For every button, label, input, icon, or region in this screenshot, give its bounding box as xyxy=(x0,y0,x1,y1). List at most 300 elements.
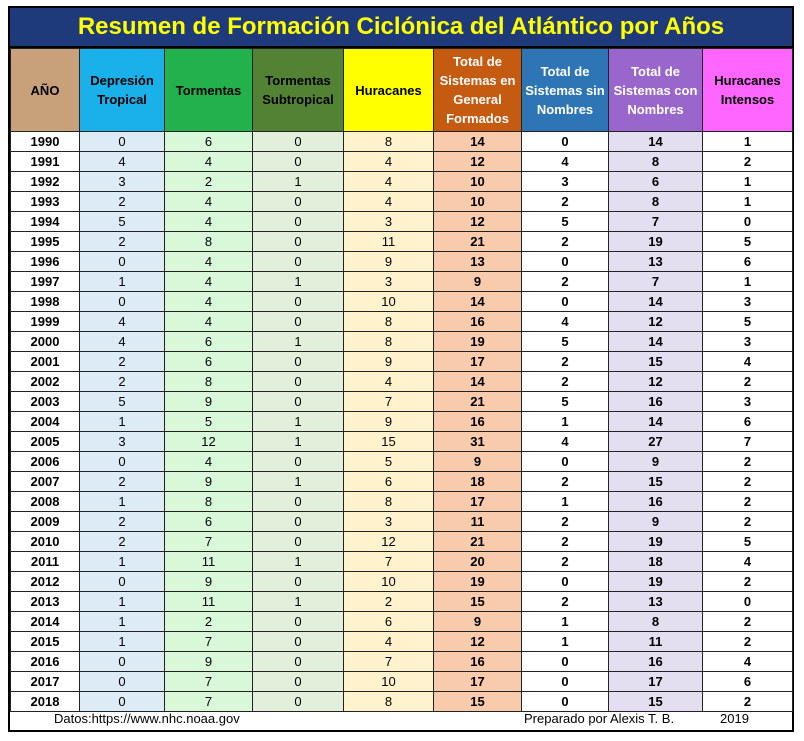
cell-subtropical: 0 xyxy=(253,312,344,332)
cell-sin-nombres: 2 xyxy=(522,232,609,252)
cell-huracanes: 6 xyxy=(344,612,434,632)
cell-total: 14 xyxy=(434,132,522,152)
footer xyxy=(10,708,792,730)
cell-tormentas: 6 xyxy=(165,512,253,532)
cell-con-nombres: 18 xyxy=(609,552,703,572)
cell-intensos: 2 xyxy=(703,692,793,712)
cell-tormentas: 4 xyxy=(165,292,253,312)
cell-sin-nombres: 0 xyxy=(522,252,609,272)
cell-sin-nombres: 0 xyxy=(522,292,609,312)
cell-subtropical: 0 xyxy=(253,572,344,592)
cell-subtropical: 0 xyxy=(253,392,344,412)
cell-total: 14 xyxy=(434,292,522,312)
cell-intensos: 1 xyxy=(703,272,793,292)
cell-con-nombres: 17 xyxy=(609,672,703,692)
cell-intensos: 2 xyxy=(703,632,793,652)
cell-sin-nombres: 4 xyxy=(522,152,609,172)
cell-year: 2009 xyxy=(11,512,80,532)
cell-total: 12 xyxy=(434,212,522,232)
cell-total: 21 xyxy=(434,532,522,552)
cell-depresion: 0 xyxy=(80,652,165,672)
cell-subtropical: 0 xyxy=(253,612,344,632)
cell-intensos: 3 xyxy=(703,292,793,312)
cell-year: 2001 xyxy=(11,352,80,372)
table-row xyxy=(11,572,793,592)
cell-huracanes: 2 xyxy=(344,592,434,612)
cell-huracanes: 4 xyxy=(344,372,434,392)
cell-year: 2018 xyxy=(11,692,80,712)
cell-subtropical: 1 xyxy=(253,172,344,192)
cell-subtropical: 0 xyxy=(253,532,344,552)
cell-intensos: 4 xyxy=(703,652,793,672)
cell-subtropical: 0 xyxy=(253,632,344,652)
cell-total: 16 xyxy=(434,652,522,672)
cell-intensos: 1 xyxy=(703,172,793,192)
table-row xyxy=(11,132,793,152)
cell-huracanes: 8 xyxy=(344,492,434,512)
cell-year: 1999 xyxy=(11,312,80,332)
cell-year: 2015 xyxy=(11,632,80,652)
cell-con-nombres: 27 xyxy=(609,432,703,452)
cell-total: 31 xyxy=(434,432,522,452)
cell-year: 2000 xyxy=(11,332,80,352)
cell-tormentas: 11 xyxy=(165,592,253,612)
header-total-sistemas: Total de Sistemas en General Formados xyxy=(434,49,522,132)
cell-year: 2013 xyxy=(11,592,80,612)
cell-tormentas: 4 xyxy=(165,452,253,472)
cell-subtropical: 1 xyxy=(253,432,344,452)
cell-subtropical: 1 xyxy=(253,592,344,612)
cell-subtropical: 0 xyxy=(253,352,344,372)
cell-total: 16 xyxy=(434,312,522,332)
source-text: Datos:https://www.nhc.noaa.gov xyxy=(54,711,240,726)
table-row xyxy=(11,612,793,632)
cell-sin-nombres: 3 xyxy=(522,172,609,192)
cell-tormentas: 6 xyxy=(165,332,253,352)
cell-intensos: 0 xyxy=(703,592,793,612)
cell-con-nombres: 7 xyxy=(609,212,703,232)
summary-sheet xyxy=(8,6,794,732)
cell-year: 2012 xyxy=(11,572,80,592)
cell-intensos: 2 xyxy=(703,452,793,472)
cell-depresion: 1 xyxy=(80,412,165,432)
cell-year: 2016 xyxy=(11,652,80,672)
cell-depresion: 1 xyxy=(80,612,165,632)
cell-con-nombres: 7 xyxy=(609,272,703,292)
cell-huracanes: 9 xyxy=(344,352,434,372)
cell-con-nombres: 8 xyxy=(609,612,703,632)
cell-sin-nombres: 1 xyxy=(522,492,609,512)
cell-tormentas: 5 xyxy=(165,412,253,432)
cell-year: 2017 xyxy=(11,672,80,692)
table-row xyxy=(11,672,793,692)
cell-depresion: 2 xyxy=(80,472,165,492)
cell-tormentas: 9 xyxy=(165,472,253,492)
cell-intensos: 2 xyxy=(703,472,793,492)
cell-total: 11 xyxy=(434,512,522,532)
cell-huracanes: 12 xyxy=(344,532,434,552)
cell-con-nombres: 14 xyxy=(609,292,703,312)
table-row xyxy=(11,492,793,512)
cell-total: 19 xyxy=(434,332,522,352)
cell-sin-nombres: 0 xyxy=(522,572,609,592)
cell-year: 1991 xyxy=(11,152,80,172)
cell-depresion: 2 xyxy=(80,192,165,212)
cell-con-nombres: 8 xyxy=(609,192,703,212)
cell-total: 10 xyxy=(434,172,522,192)
cell-intensos: 2 xyxy=(703,512,793,532)
cell-subtropical: 0 xyxy=(253,152,344,172)
cell-huracanes: 4 xyxy=(344,632,434,652)
cell-tormentas: 4 xyxy=(165,312,253,332)
cell-depresion: 0 xyxy=(80,292,165,312)
cell-tormentas: 8 xyxy=(165,492,253,512)
cell-subtropical: 0 xyxy=(253,192,344,212)
cell-tormentas: 8 xyxy=(165,372,253,392)
cell-depresion: 2 xyxy=(80,372,165,392)
header-tormentas-subtropical: Tormentas Subtropical xyxy=(253,49,344,132)
table-row xyxy=(11,352,793,372)
header-con-nombres: Total de Sistemas con Nombres xyxy=(609,49,703,132)
cell-sin-nombres: 0 xyxy=(522,652,609,672)
cell-tormentas: 9 xyxy=(165,392,253,412)
cell-sin-nombres: 1 xyxy=(522,612,609,632)
cell-sin-nombres: 0 xyxy=(522,672,609,692)
cell-intensos: 1 xyxy=(703,132,793,152)
cell-subtropical: 0 xyxy=(253,132,344,152)
cell-huracanes: 3 xyxy=(344,512,434,532)
cell-tormentas: 7 xyxy=(165,672,253,692)
cell-con-nombres: 11 xyxy=(609,632,703,652)
cell-sin-nombres: 2 xyxy=(522,592,609,612)
table-body xyxy=(11,132,793,712)
table-row xyxy=(11,372,793,392)
cell-sin-nombres: 5 xyxy=(522,392,609,412)
cell-con-nombres: 9 xyxy=(609,452,703,472)
cell-tormentas: 11 xyxy=(165,552,253,572)
table-row xyxy=(11,532,793,552)
cell-total: 18 xyxy=(434,472,522,492)
cell-con-nombres: 14 xyxy=(609,132,703,152)
table-row xyxy=(11,452,793,472)
cell-depresion: 3 xyxy=(80,172,165,192)
cell-intensos: 4 xyxy=(703,552,793,572)
page-title: Resumen de Formación Ciclónica del Atlántico por Años xyxy=(10,8,792,48)
cell-sin-nombres: 2 xyxy=(522,472,609,492)
cell-depresion: 0 xyxy=(80,572,165,592)
cell-tormentas: 4 xyxy=(165,152,253,172)
cell-subtropical: 0 xyxy=(253,512,344,532)
cell-sin-nombres: 0 xyxy=(522,692,609,712)
cell-subtropical: 0 xyxy=(253,252,344,272)
cell-subtropical: 1 xyxy=(253,332,344,352)
cell-total: 17 xyxy=(434,672,522,692)
cell-huracanes: 4 xyxy=(344,172,434,192)
cell-tormentas: 9 xyxy=(165,652,253,672)
cell-intensos: 2 xyxy=(703,572,793,592)
cell-year: 1990 xyxy=(11,132,80,152)
cell-tormentas: 6 xyxy=(165,132,253,152)
cell-sin-nombres: 2 xyxy=(522,512,609,532)
cell-sin-nombres: 0 xyxy=(522,452,609,472)
header-huracanes: Huracanes xyxy=(344,49,434,132)
table-row xyxy=(11,392,793,412)
cell-total: 16 xyxy=(434,412,522,432)
cell-huracanes: 9 xyxy=(344,412,434,432)
cell-intensos: 2 xyxy=(703,612,793,632)
cell-sin-nombres: 1 xyxy=(522,632,609,652)
cell-tormentas: 6 xyxy=(165,352,253,372)
cell-year: 2008 xyxy=(11,492,80,512)
cell-con-nombres: 19 xyxy=(609,532,703,552)
cell-sin-nombres: 1 xyxy=(522,412,609,432)
cell-huracanes: 7 xyxy=(344,652,434,672)
cell-total: 17 xyxy=(434,352,522,372)
cell-sin-nombres: 4 xyxy=(522,312,609,332)
cell-huracanes: 3 xyxy=(344,272,434,292)
cell-depresion: 1 xyxy=(80,492,165,512)
cell-tormentas: 7 xyxy=(165,632,253,652)
cell-total: 9 xyxy=(434,612,522,632)
cell-year: 1998 xyxy=(11,292,80,312)
cell-subtropical: 0 xyxy=(253,492,344,512)
cell-year: 2006 xyxy=(11,452,80,472)
cell-year: 2004 xyxy=(11,412,80,432)
cell-sin-nombres: 2 xyxy=(522,372,609,392)
cell-con-nombres: 14 xyxy=(609,332,703,352)
cell-total: 9 xyxy=(434,452,522,472)
cell-tormentas: 12 xyxy=(165,432,253,452)
cell-depresion: 5 xyxy=(80,392,165,412)
cell-tormentas: 7 xyxy=(165,532,253,552)
cell-huracanes: 10 xyxy=(344,572,434,592)
footer-year: 2019 xyxy=(720,711,749,726)
table-row xyxy=(11,192,793,212)
table-row xyxy=(11,312,793,332)
cell-intensos: 1 xyxy=(703,192,793,212)
cell-total: 12 xyxy=(434,152,522,172)
cell-huracanes: 4 xyxy=(344,152,434,172)
cell-depresion: 4 xyxy=(80,332,165,352)
cell-huracanes: 10 xyxy=(344,672,434,692)
cell-con-nombres: 16 xyxy=(609,652,703,672)
cell-depresion: 5 xyxy=(80,212,165,232)
cell-subtropical: 0 xyxy=(253,692,344,712)
cell-huracanes: 9 xyxy=(344,252,434,272)
cell-con-nombres: 16 xyxy=(609,392,703,412)
table-row xyxy=(11,252,793,272)
cell-depresion: 0 xyxy=(80,252,165,272)
cell-year: 2003 xyxy=(11,392,80,412)
cell-huracanes: 3 xyxy=(344,212,434,232)
cell-year: 2002 xyxy=(11,372,80,392)
cell-huracanes: 11 xyxy=(344,232,434,252)
cell-subtropical: 0 xyxy=(253,672,344,692)
table-row xyxy=(11,412,793,432)
cell-tormentas: 7 xyxy=(165,692,253,712)
cell-subtropical: 0 xyxy=(253,372,344,392)
cell-huracanes: 7 xyxy=(344,552,434,572)
cell-depresion: 0 xyxy=(80,692,165,712)
cell-depresion: 2 xyxy=(80,532,165,552)
cell-huracanes: 15 xyxy=(344,432,434,452)
cell-subtropical: 0 xyxy=(253,292,344,312)
cell-total: 15 xyxy=(434,692,522,712)
cell-huracanes: 8 xyxy=(344,312,434,332)
cell-tormentas: 2 xyxy=(165,172,253,192)
cell-tormentas: 4 xyxy=(165,192,253,212)
header-huracanes-intensos: Huracanes Intensos xyxy=(703,49,793,132)
cell-con-nombres: 9 xyxy=(609,512,703,532)
cell-year: 1995 xyxy=(11,232,80,252)
table-row xyxy=(11,232,793,252)
cell-depresion: 1 xyxy=(80,632,165,652)
table-row xyxy=(11,272,793,292)
cell-total: 12 xyxy=(434,632,522,652)
table-row xyxy=(11,332,793,352)
cell-con-nombres: 14 xyxy=(609,412,703,432)
cell-year: 2005 xyxy=(11,432,80,452)
cell-depresion: 0 xyxy=(80,672,165,692)
cell-tormentas: 4 xyxy=(165,252,253,272)
cell-year: 2010 xyxy=(11,532,80,552)
table-row xyxy=(11,292,793,312)
cell-year: 1992 xyxy=(11,172,80,192)
cell-depresion: 2 xyxy=(80,512,165,532)
cell-depresion: 1 xyxy=(80,272,165,292)
cell-subtropical: 0 xyxy=(253,232,344,252)
cell-subtropical: 0 xyxy=(253,212,344,232)
header-row xyxy=(11,49,793,132)
table-row xyxy=(11,472,793,492)
cell-con-nombres: 13 xyxy=(609,252,703,272)
cell-subtropical: 1 xyxy=(253,412,344,432)
cell-intensos: 2 xyxy=(703,492,793,512)
cell-depresion: 2 xyxy=(80,232,165,252)
cell-con-nombres: 8 xyxy=(609,152,703,172)
cell-intensos: 5 xyxy=(703,312,793,332)
table-row xyxy=(11,552,793,572)
cell-huracanes: 5 xyxy=(344,452,434,472)
cell-subtropical: 1 xyxy=(253,272,344,292)
cell-con-nombres: 19 xyxy=(609,232,703,252)
cell-sin-nombres: 2 xyxy=(522,352,609,372)
cell-tormentas: 2 xyxy=(165,612,253,632)
cell-sin-nombres: 5 xyxy=(522,332,609,352)
cell-total: 9 xyxy=(434,272,522,292)
cell-tormentas: 4 xyxy=(165,212,253,232)
cell-intensos: 4 xyxy=(703,352,793,372)
table-row xyxy=(11,172,793,192)
cell-huracanes: 6 xyxy=(344,472,434,492)
cell-huracanes: 8 xyxy=(344,692,434,712)
table-row xyxy=(11,632,793,652)
cell-total: 19 xyxy=(434,572,522,592)
cell-depresion: 1 xyxy=(80,552,165,572)
cell-total: 10 xyxy=(434,192,522,212)
cell-intensos: 6 xyxy=(703,252,793,272)
cell-tormentas: 9 xyxy=(165,572,253,592)
cell-intensos: 0 xyxy=(703,212,793,232)
cell-total: 14 xyxy=(434,372,522,392)
cell-subtropical: 0 xyxy=(253,452,344,472)
cell-year: 1997 xyxy=(11,272,80,292)
cell-total: 13 xyxy=(434,252,522,272)
cell-tormentas: 4 xyxy=(165,272,253,292)
cell-huracanes: 8 xyxy=(344,332,434,352)
cell-sin-nombres: 2 xyxy=(522,272,609,292)
table-row xyxy=(11,432,793,452)
cell-con-nombres: 16 xyxy=(609,492,703,512)
header-sin-nombres: Total de Sistemas sin Nombres xyxy=(522,49,609,132)
cell-total: 21 xyxy=(434,392,522,412)
cell-intensos: 2 xyxy=(703,372,793,392)
cell-con-nombres: 12 xyxy=(609,312,703,332)
cell-year: 2011 xyxy=(11,552,80,572)
cell-year: 2014 xyxy=(11,612,80,632)
cell-subtropical: 1 xyxy=(253,472,344,492)
cell-con-nombres: 15 xyxy=(609,352,703,372)
cell-total: 17 xyxy=(434,492,522,512)
cell-depresion: 1 xyxy=(80,592,165,612)
cell-depresion: 0 xyxy=(80,452,165,472)
cell-depresion: 4 xyxy=(80,312,165,332)
header-year: AÑO xyxy=(11,49,80,132)
cell-subtropical: 0 xyxy=(253,652,344,672)
cell-huracanes: 4 xyxy=(344,192,434,212)
table-row xyxy=(11,152,793,172)
table-row xyxy=(11,512,793,532)
cell-sin-nombres: 0 xyxy=(522,132,609,152)
cell-year: 1996 xyxy=(11,252,80,272)
cell-intensos: 6 xyxy=(703,412,793,432)
cell-total: 15 xyxy=(434,592,522,612)
cell-con-nombres: 12 xyxy=(609,372,703,392)
cell-con-nombres: 19 xyxy=(609,572,703,592)
cell-con-nombres: 13 xyxy=(609,592,703,612)
cell-depresion: 0 xyxy=(80,132,165,152)
table-row xyxy=(11,592,793,612)
cell-intensos: 3 xyxy=(703,332,793,352)
cell-year: 1994 xyxy=(11,212,80,232)
cell-sin-nombres: 2 xyxy=(522,552,609,572)
cell-sin-nombres: 4 xyxy=(522,432,609,452)
cell-huracanes: 8 xyxy=(344,132,434,152)
cell-intensos: 3 xyxy=(703,392,793,412)
cell-sin-nombres: 2 xyxy=(522,532,609,552)
cyclone-summary-table xyxy=(10,48,793,712)
cell-huracanes: 10 xyxy=(344,292,434,312)
cell-intensos: 7 xyxy=(703,432,793,452)
cell-intensos: 2 xyxy=(703,152,793,172)
cell-year: 1993 xyxy=(11,192,80,212)
cell-con-nombres: 6 xyxy=(609,172,703,192)
author-text: Preparado por Alexis T. B. xyxy=(524,711,675,726)
cell-total: 20 xyxy=(434,552,522,572)
table-row xyxy=(11,652,793,672)
header-tormentas: Tormentas xyxy=(165,49,253,132)
cell-con-nombres: 15 xyxy=(609,472,703,492)
cell-total: 21 xyxy=(434,232,522,252)
cell-huracanes: 7 xyxy=(344,392,434,412)
table-row xyxy=(11,212,793,232)
cell-intensos: 5 xyxy=(703,532,793,552)
cell-subtropical: 1 xyxy=(253,552,344,572)
cell-intensos: 6 xyxy=(703,672,793,692)
cell-con-nombres: 15 xyxy=(609,692,703,712)
cell-sin-nombres: 5 xyxy=(522,212,609,232)
cell-depresion: 3 xyxy=(80,432,165,452)
